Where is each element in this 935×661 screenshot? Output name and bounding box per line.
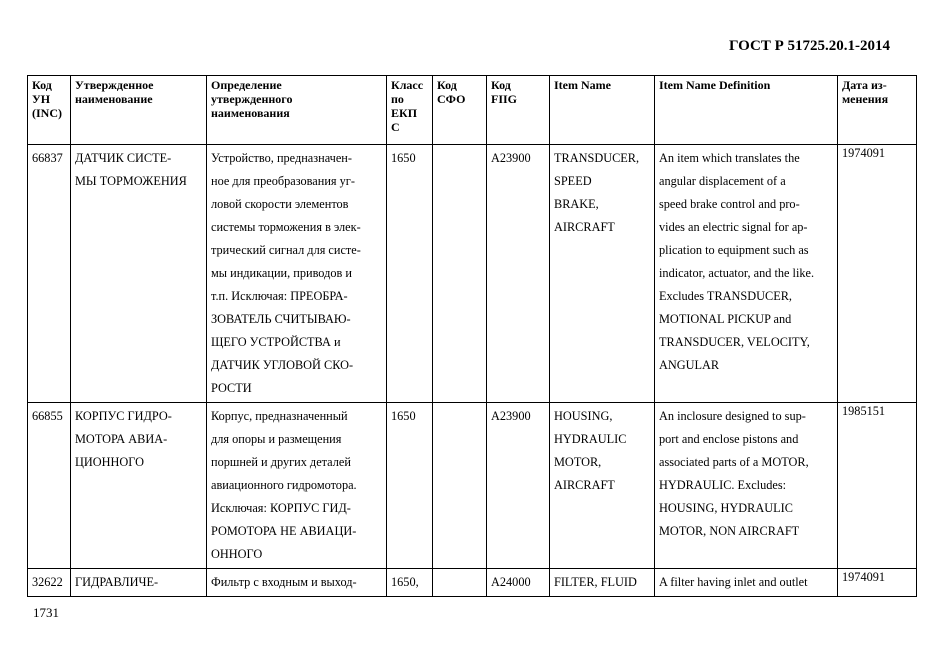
cell-item-name-definition: [655, 403, 838, 569]
header-line: СФО: [437, 92, 466, 106]
cell-change-date: [838, 569, 917, 597]
header-row: [28, 76, 917, 145]
cell-line: HOUSING,: [554, 409, 613, 423]
cell-line: 32622: [32, 575, 63, 589]
column-header-code-sfo: [433, 76, 487, 145]
cell-line: т.п. Исключая: ПРЕОБРА-: [211, 289, 348, 303]
cell-line: TRANSDUCER, VELOCITY,: [659, 335, 810, 349]
cell-line: Корпус, предназначенный: [211, 409, 348, 423]
column-header-class-ekps: [387, 76, 433, 145]
column-header-code-inc: [28, 76, 71, 145]
cell-definition: [207, 403, 387, 569]
cell-code-inc: [28, 403, 71, 569]
cell-line: Фильтр с входным и выход-: [211, 575, 357, 589]
header-line: Код: [437, 78, 457, 92]
cell-line: A23900: [491, 409, 531, 423]
cell-line: 66837: [32, 151, 63, 165]
cell-line: MOTIONAL PICKUP and: [659, 312, 792, 326]
header-line: Item Name Definition: [659, 78, 771, 92]
cell-code-inc: [28, 569, 71, 597]
cell-item-name-definition: [655, 569, 838, 597]
header-line: Определение: [211, 78, 282, 92]
header-line: Item Name: [554, 78, 611, 92]
column-header-definition: [207, 76, 387, 145]
page-number: 1731: [33, 605, 59, 620]
cell-line: Исключая: КОРПУС ГИД-: [211, 501, 351, 515]
cell-line: An inclosure designed to sup-: [659, 409, 806, 423]
cell-change-date: [838, 403, 917, 569]
cell-change-date: [838, 145, 917, 403]
cell-line: A24000: [491, 575, 531, 589]
table-header: [28, 76, 917, 145]
cell-line: plication to equipment such as: [659, 243, 809, 257]
cell-code-fiig: [487, 403, 550, 569]
cell-line: vides an electric signal for ap-: [659, 220, 808, 234]
cell-line: associated parts of a MOTOR,: [659, 455, 809, 469]
cell-class-ekps: [387, 403, 433, 569]
cell-line: РОСТИ: [211, 381, 252, 395]
cell-item-name: [550, 145, 655, 403]
standard-designation: ГОСТ Р 51725.20.1-2014: [728, 38, 890, 54]
cell-line: 1974091: [842, 147, 886, 159]
cell-line: An item which translates the: [659, 151, 800, 165]
cell-definition: [207, 569, 387, 597]
cell-approved-name: [71, 569, 207, 597]
header-line: Код: [32, 78, 52, 92]
cell-line: HOUSING, HYDRAULIC: [659, 501, 793, 515]
cell-code-sfo: [433, 145, 487, 403]
cell-line: ANGULAR: [659, 358, 720, 372]
cell-line: трический сигнал для систе-: [211, 243, 361, 257]
cell-line: МЫ ТОРМОЖЕНИЯ: [75, 174, 187, 188]
cell-code-inc: [28, 145, 71, 403]
cell-line: TRANSDUCER,: [554, 151, 640, 165]
cell-line: 1650: [391, 151, 416, 165]
cell-line: 1985151: [842, 405, 886, 417]
header-line: Код: [491, 78, 511, 92]
cell-line: ДАТЧИК СИСТЕ-: [75, 151, 172, 165]
header-line: утвержденного: [211, 92, 293, 106]
table-row: [28, 569, 917, 597]
header-line: наименования: [211, 106, 290, 120]
header-line: ЕКП: [391, 106, 418, 120]
header-line: наименование: [75, 92, 153, 106]
header-line: Дата из-: [842, 78, 887, 92]
cell-line: ное для преобразования уг-: [211, 174, 355, 188]
cell-class-ekps: [387, 569, 433, 597]
cell-line: ЦИОННОГО: [75, 455, 144, 469]
cell-line: MOTOR,: [554, 455, 602, 469]
header-line: Утвержденное: [75, 78, 154, 92]
cell-line: системы торможения в элек-: [211, 220, 361, 234]
cell-line: Устройство, предназначен-: [211, 151, 352, 165]
cell-line: FILTER, FLUID: [554, 575, 637, 589]
cell-line: ловой скорости элементов: [211, 197, 349, 211]
cell-code-sfo: [433, 569, 487, 597]
table-body: [28, 145, 917, 597]
header-line: менения: [842, 92, 889, 106]
cell-line: РОМОТОРА НЕ АВИАЦИ-: [211, 524, 357, 538]
cell-line: ДАТЧИК УГЛОВОЙ СКО-: [211, 358, 354, 372]
cell-line: indicator, actuator, and the like.: [659, 266, 815, 280]
cell-line: AIRCRAFT: [554, 478, 615, 492]
cell-approved-name: [71, 403, 207, 569]
cell-line: 1650,: [391, 575, 419, 589]
cell-line: 1974091: [842, 571, 886, 583]
table-row: [28, 403, 917, 569]
cell-line: МОТОРА АВИА-: [75, 432, 168, 446]
header-line: С: [391, 120, 400, 134]
cell-line: для опоры и размещения: [211, 432, 342, 446]
cell-definition: [207, 145, 387, 403]
cell-code-fiig: [487, 569, 550, 597]
cell-line: поршней и других деталей: [211, 455, 351, 469]
header-line: УН: [32, 92, 51, 106]
header-line: FIIG: [491, 92, 518, 106]
cell-line: SPEED: [554, 174, 592, 188]
cell-line: КОРПУС ГИДРО-: [75, 409, 172, 423]
cell-line: 1650: [391, 409, 416, 423]
cell-line: ОННОГО: [211, 547, 263, 561]
cell-line: A23900: [491, 151, 531, 165]
header-line: по: [391, 92, 404, 106]
cell-line: A filter having inlet and outlet: [659, 575, 808, 589]
cell-line: HYDRAULIC: [554, 432, 627, 446]
cell-item-name: [550, 569, 655, 597]
cell-line: AIRCRAFT: [554, 220, 615, 234]
cell-line: 66855: [32, 409, 63, 423]
cell-line: ЩЕГО УСТРОЙСТВА и: [211, 335, 341, 349]
cell-line: BRAKE,: [554, 197, 599, 211]
cell-line: мы индикации, приводов и: [211, 266, 352, 280]
column-header-item-name: [550, 76, 655, 145]
header-line: (INC): [32, 106, 62, 120]
cell-item-name: [550, 403, 655, 569]
cell-line: ЗОВАТЕЛЬ СЧИТЫВАЮ-: [211, 312, 351, 326]
cell-code-fiig: [487, 145, 550, 403]
cell-approved-name: [71, 145, 207, 403]
cell-class-ekps: [387, 145, 433, 403]
cell-line: port and enclose pistons and: [659, 432, 799, 446]
cell-line: MOTOR, NON AIRCRAFT: [659, 524, 800, 538]
cell-line: авиационного гидромотора.: [211, 478, 357, 492]
cell-line: angular displacement of a: [659, 174, 786, 188]
cell-line: Excludes TRANSDUCER,: [659, 289, 792, 303]
header-line: Класс: [391, 78, 424, 92]
column-header-item-name-definition: [655, 76, 838, 145]
column-header-approved-name: [71, 76, 207, 145]
cell-code-sfo: [433, 403, 487, 569]
table-row: [28, 145, 917, 403]
cell-line: ГИДРАВЛИЧЕ-: [75, 575, 159, 589]
nomenclature-table: [27, 75, 917, 597]
cell-line: HYDRAULIC. Excludes:: [659, 478, 787, 492]
cell-item-name-definition: [655, 145, 838, 403]
cell-line: speed brake control and pro-: [659, 197, 800, 211]
column-header-change-date: [838, 76, 917, 145]
column-header-code-fiig: [487, 76, 550, 145]
